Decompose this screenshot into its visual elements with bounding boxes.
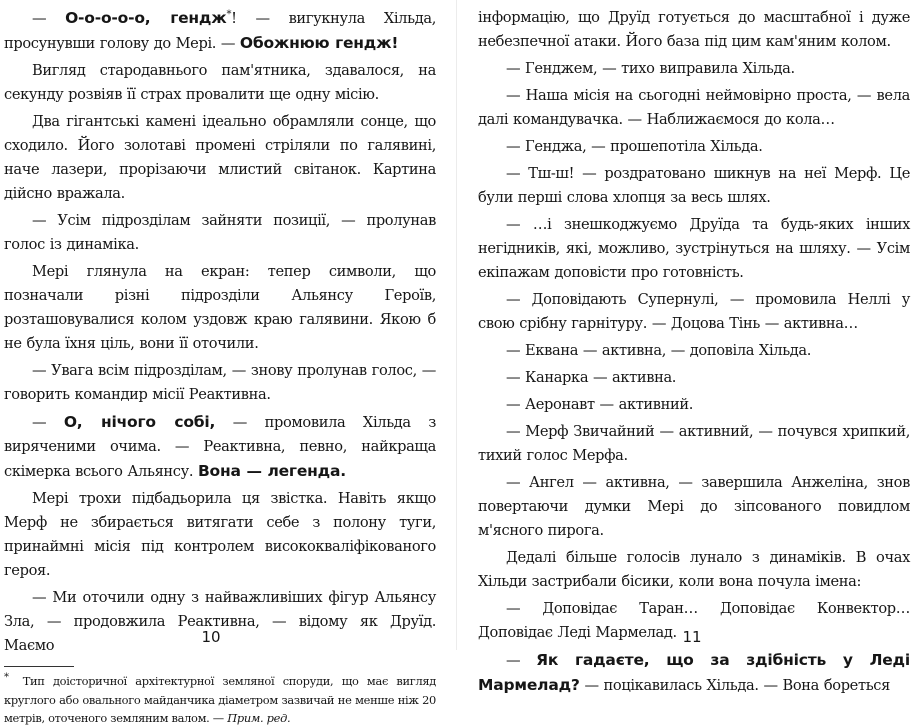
paragraph: — О, нічого собі, — промовила Хільда з вирячeними очима. — Реактивна, певно, найкраща скімерка всього Альянсу. Вона — легенда. <box>4 413 436 480</box>
paragraph: — Ангел — активна, — завершила Анжеліна, знов повертаючи думки Мері до зіпсованого повидлом м'ясного пирога. <box>478 474 910 539</box>
paragraph: — Доповідають Супернулі, — промовила Неллі у свою срібну гарнітуру. — Доцова Тінь — активна… <box>478 291 910 332</box>
page-number-left: 10 <box>201 628 221 646</box>
left-page <box>4 6 436 728</box>
paragraph: — Генджа, — прошепотіла Хільда. <box>506 138 763 155</box>
paragraph: — Доповідає Таран… Доповідає Конвектор… Доповідає Леді Мармелад. <box>478 600 910 641</box>
bold-phrase: Обожнюю гендж! <box>239 34 399 52</box>
paragraph: — Тш-ш! — роздратовано шикнув на неї Мерф. Це були перші слова хлопця за весь шлях. <box>478 165 910 206</box>
footnote-reference: * <box>226 9 232 21</box>
paragraph: Мері трохи підбадьорила ця звістка. Навіть якщо Мерф не збирається витягати себе з полону туги, принаймні місія під контролем висококваліфікованого героя. <box>4 490 436 579</box>
paragraph: — О-о-о-о-о, гендж*! — вигукнула Хільда, просунувши голову до Мері. — Обожнюю гендж! <box>4 9 436 52</box>
paragraph: — Ми оточили одну з найважливіших фігур Альянсу Зла, — продовжила Реактивна, — відому як Друїд. Маємо <box>4 589 436 654</box>
paragraph: — …і знешкоджуємо Друїда та будь-яких інших негідників, які, можливо, зустрінуться на шляху. — Усім екіпажам доповісти про готовність. <box>478 216 910 281</box>
right-page <box>478 6 910 701</box>
bold-phrase: О-о-о-о-о, гендж <box>65 9 227 27</box>
paragraph: — Канарка — активна. <box>506 369 677 386</box>
paragraph: — Увага всім підрозділам, — знову пролунав голос, — говорить командир місії Реактивна. <box>4 362 436 403</box>
page-gutter <box>456 0 457 650</box>
paragraph: — Еквана — активна, — доповіла Хільда. <box>506 342 812 359</box>
paragraph: Два гігантські камені ідеально обрамляли сонце, що сходило. Його золотаві промені стріляли по галявині, наче лазери, прорізаючи млистий світанок. Картина дійсно вражала. <box>4 113 436 202</box>
paragraph: Вигляд стародавнього пам'ятника, здавалося, на секунду розвіяв її страх провалити ще одну місію. <box>4 62 436 103</box>
footnote-divider <box>4 666 74 667</box>
footnote-source: Прим. ред. <box>227 711 291 725</box>
footnote: * Тип доісторичної архітектурної земляної споруди, що має вигляд круглого або овального майданчика діаметром зазвичай не менше ніж 20 метрів, оточеного земляним валом. — Прим. ред. <box>4 672 436 725</box>
paragraph: — Усім підрозділам зайняти позиції, — пролунав голос із динаміка. <box>4 212 436 253</box>
paragraph: інформацію, що Друїд готується до масштабної і дуже небезпечної атаки. Його база під цим кам'яним колом. <box>478 9 910 50</box>
paragraph: — Наша місія на сьогодні неймовірно проста, — вела далі командувачка. — Наближаємося до кола… <box>478 87 910 128</box>
bold-phrase: О, нічого собі, <box>63 413 216 431</box>
paragraph: Дедалі більше голосів лунало з динаміків. В очах Хільди застрибали бісики, коли вона почула імена: <box>478 549 910 590</box>
paragraph: Мері глянула на екран: тепер символи, що позначали різні підрозділи Альянсу Героїв, розташовувалися колом уздовж краю галявини. Якою б не була їхня ціль, вони її оточили. <box>4 263 436 352</box>
paragraph: — Генджем, — тихо виправила Хільда. <box>506 60 795 77</box>
bold-phrase: Вона — легенда. <box>197 462 346 480</box>
page-number-right: 11 <box>682 628 702 646</box>
paragraph: — Аеронавт — активний. <box>506 396 694 413</box>
bold-phrase: Як гадаєте, що за здібність у Леді Мармелад? <box>478 651 910 694</box>
paragraph: — Як гадаєте, що за здібність у Леді Мармелад? — поцікавилась Хільда. — Вона бореться <box>478 651 910 694</box>
paragraph: — Мерф Звичайний — активний, — почувся хрипкий, тихий голос Мерфа. <box>478 423 910 464</box>
footnote-mark: * <box>4 672 9 684</box>
